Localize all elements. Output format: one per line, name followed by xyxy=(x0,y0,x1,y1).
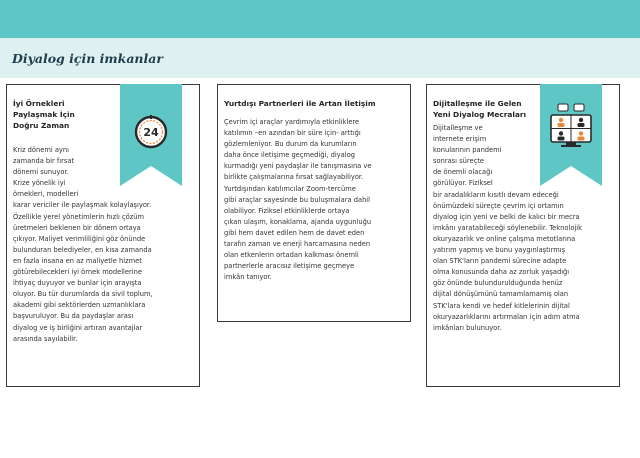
card-good-examples xyxy=(6,84,200,387)
clock-24-icon xyxy=(136,115,166,147)
card-body: Kriz dönemi aynı zamanda bir fırsat dönemi sunuyor. Krize yönelik iyi örnekleri, modelleri karar vericiler ile paylaşmak kolaylaşıyor. Özellikle yerel yönetimlerin hızlı çözüm üretmeleri beklenen bir dönem ortaya çıkıyor. Maliyet verimliliğini göz önünde bulunduran belediyeler, en kısa zamanda en fazla insana en az maliyetle hizmet götürebilecekleri iyi örnek modellerine ihtiyaç duyuyor ve bunlar için arayışta oluyor. Bu tür durumlarda da sivil toplum, akademi gibi sektörlerden uzmanlıklara başvuruluyor. Bu da paydaşlar arası diyalog ve iş birliğini artıran avantajlar arasında sayılabilir. xyxy=(13,146,153,343)
section-title: Diyalog için imkanlar xyxy=(12,51,163,66)
section-header-bar xyxy=(0,38,640,78)
card-heading: Yurtdışı Partnerleri ile Artan İletişim xyxy=(224,99,376,108)
card-heading: Dijitalleşme ile Gelen Yeni Diyalog Mecraları xyxy=(433,99,527,119)
card-body: Çevrim içi araçlar yardımıyla etkinliklere katılımın –en azından bir süre için- arttığı gözlemleniyor. Bu durum da kurumların daha önce iletişime geçmediği, diyalog kurmadığı yeni paydaşlar ile tanışmasına ve birlikte çalışmalarına fırsat sağlayabiliyor. Yurtdışından katılımcılar Zoom-tercüme gibi araçlar sayesinde bu buluşmalara dahil olabiliyor. Fiziksel etkinliklerde ortaya çıkan ulaşım, konaklama, ajanda uygunluğu gibi hem davet edilen hem de davet eden tarafın zaman ve enerji harcamasına neden olan etkenlerin ortadan kalkması önemli partnerlerle aracısız iletişime geçmeye imkân tanıyor. xyxy=(224,118,372,282)
card-body: Dijitalleşme ve internete erişim konularının pandemi sonrası süreçte de önemli olacağı görülüyor. Fiziksel bir aradalıkların kısıtlı devam edeceği önümüzdeki süreçte çevrim içi ortamın diyalog için yeni ve belki de kalıcı bir mecra imkânı yaratabileceği söylenebilir. Teknolojik okuryazarlık ve online çalışma metotlarına yatırım yapmış ve bunu yaygınlaştırmış olan STK'ların pandemi sürecine adapte olma konusunda daha az zorluk yaşadığı göz önünde bulundurulduğunda henüz dijital dönüşümünü tamamlamamış olan STK'lara kendi ve hedef kitlelerinin dijital okuryazarlıklarını artırmaları için adım atma imkânları bulunuyor. xyxy=(433,124,583,332)
card-foreign-partners xyxy=(217,84,411,322)
svg-text:24: 24 xyxy=(143,126,159,139)
card-digital-channels xyxy=(426,84,620,387)
top-color-band xyxy=(0,0,640,38)
card-heading: İyi Örnekleri Paylaşmak İçin Doğru Zaman xyxy=(13,99,75,130)
